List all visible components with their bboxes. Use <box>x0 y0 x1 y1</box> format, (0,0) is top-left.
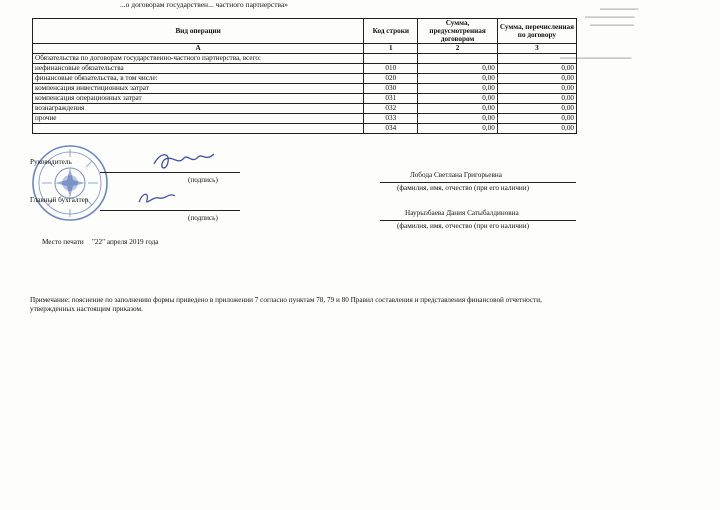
index-cell: 2 <box>418 44 497 54</box>
row-planned <box>418 54 497 64</box>
table-row <box>33 104 577 114</box>
row-transferred: 0,00 <box>497 84 576 94</box>
table-row <box>33 114 577 124</box>
head-fio-caption: (фамилия, имя, отчество (при его наличии) <box>397 184 530 192</box>
index-row <box>33 44 577 54</box>
head-fio-line <box>380 182 576 183</box>
bleed-through: ▬▬▬▬▬▬▬▬▬ <box>585 14 635 20</box>
index-cell: 1 <box>364 44 418 54</box>
row-code: 030 <box>364 84 418 94</box>
obligations-table <box>32 18 577 134</box>
row-transferred: 0,00 <box>497 114 576 124</box>
head-label: Руководитель <box>30 158 72 166</box>
row-transferred: 0,00 <box>497 94 576 104</box>
accountant-sign-caption: (подпись) <box>188 214 218 222</box>
col-code: Код строки <box>364 19 418 44</box>
row-transferred: 0,00 <box>497 124 576 134</box>
bleed-through: ▬▬▬▬▬▬▬ <box>600 6 639 12</box>
document-date: "22" апреля 2019 года <box>92 238 159 246</box>
head-sign-caption: (подпись) <box>188 176 218 184</box>
row-planned: 0,00 <box>418 64 497 74</box>
table-row <box>33 74 577 84</box>
col-operation: Вид операции <box>33 19 364 44</box>
index-cell: 3 <box>497 44 576 54</box>
table-row <box>33 54 577 64</box>
row-name <box>33 124 364 134</box>
row-code: 031 <box>364 94 418 104</box>
official-stamp <box>30 143 110 223</box>
row-code <box>364 54 418 64</box>
row-name: компенсация инвестиционных затрат <box>33 84 364 94</box>
row-code: 032 <box>364 104 418 114</box>
index-cell: А <box>33 44 364 54</box>
bleed-through: ▬▬▬▬▬▬▬▬ <box>590 22 634 28</box>
row-transferred: 0,00 <box>497 64 576 74</box>
row-name: вознаграждения <box>33 104 364 114</box>
row-planned: 0,00 <box>418 94 497 104</box>
row-code: 010 <box>364 64 418 74</box>
row-planned: 0,00 <box>418 124 497 134</box>
row-code: 020 <box>364 74 418 84</box>
col-planned: Сумма, предусмотренная договором <box>418 19 497 44</box>
accountant-fio-caption: (фамилия, имя, отчество (при его наличии) <box>397 222 530 230</box>
row-name: финансовые обязательства, в том числе: <box>33 74 364 84</box>
table-row <box>33 84 577 94</box>
row-name: Обязательства по договорам государственно-частного партнерства, всего: <box>33 54 364 64</box>
note-text: Примечание: пояснение по заполнению формы приведено в приложении 7 согласно пунктам 78, 79 и 80 Правил составления и представления финансовой отчетности, утвержденных настоящим приказом. <box>30 296 542 313</box>
row-name: прочие <box>33 114 364 124</box>
header-text: ...о договорам государствен... частного партнерства» <box>120 0 289 9</box>
row-planned: 0,00 <box>418 84 497 94</box>
head-signature <box>150 148 220 172</box>
row-name: компенсация операционных затрат <box>33 94 364 104</box>
head-name: Лобода Светлана Григорьевна <box>410 171 502 179</box>
row-transferred <box>497 54 576 64</box>
head-sign-line <box>100 172 240 173</box>
accountant-signature <box>135 188 180 208</box>
accountant-sign-line <box>100 210 240 211</box>
accountant-name: Наурызбаева Дания Сатыбалдиновна <box>405 209 519 217</box>
table-header-row <box>33 19 577 44</box>
row-transferred: 0,00 <box>497 104 576 114</box>
row-planned: 0,00 <box>418 74 497 84</box>
accountant-fio-line <box>380 220 576 221</box>
accountant-label: Главный бухгалтер <box>30 196 89 204</box>
row-transferred: 0,00 <box>497 74 576 84</box>
table-row <box>33 64 577 74</box>
stamp-place-label: Место печати <box>42 238 84 246</box>
col-transferred: Сумма, перечисленная по договору <box>497 19 576 44</box>
row-planned: 0,00 <box>418 104 497 114</box>
row-code: 033 <box>364 114 418 124</box>
table-row <box>33 94 577 104</box>
row-name: нефинансовые обязательства <box>33 64 364 74</box>
row-code: 034 <box>364 124 418 134</box>
row-planned: 0,00 <box>418 114 497 124</box>
bleed-through: ▬▬▬▬▬▬▬▬▬▬▬▬▬ <box>560 55 632 61</box>
table-row <box>33 124 577 134</box>
